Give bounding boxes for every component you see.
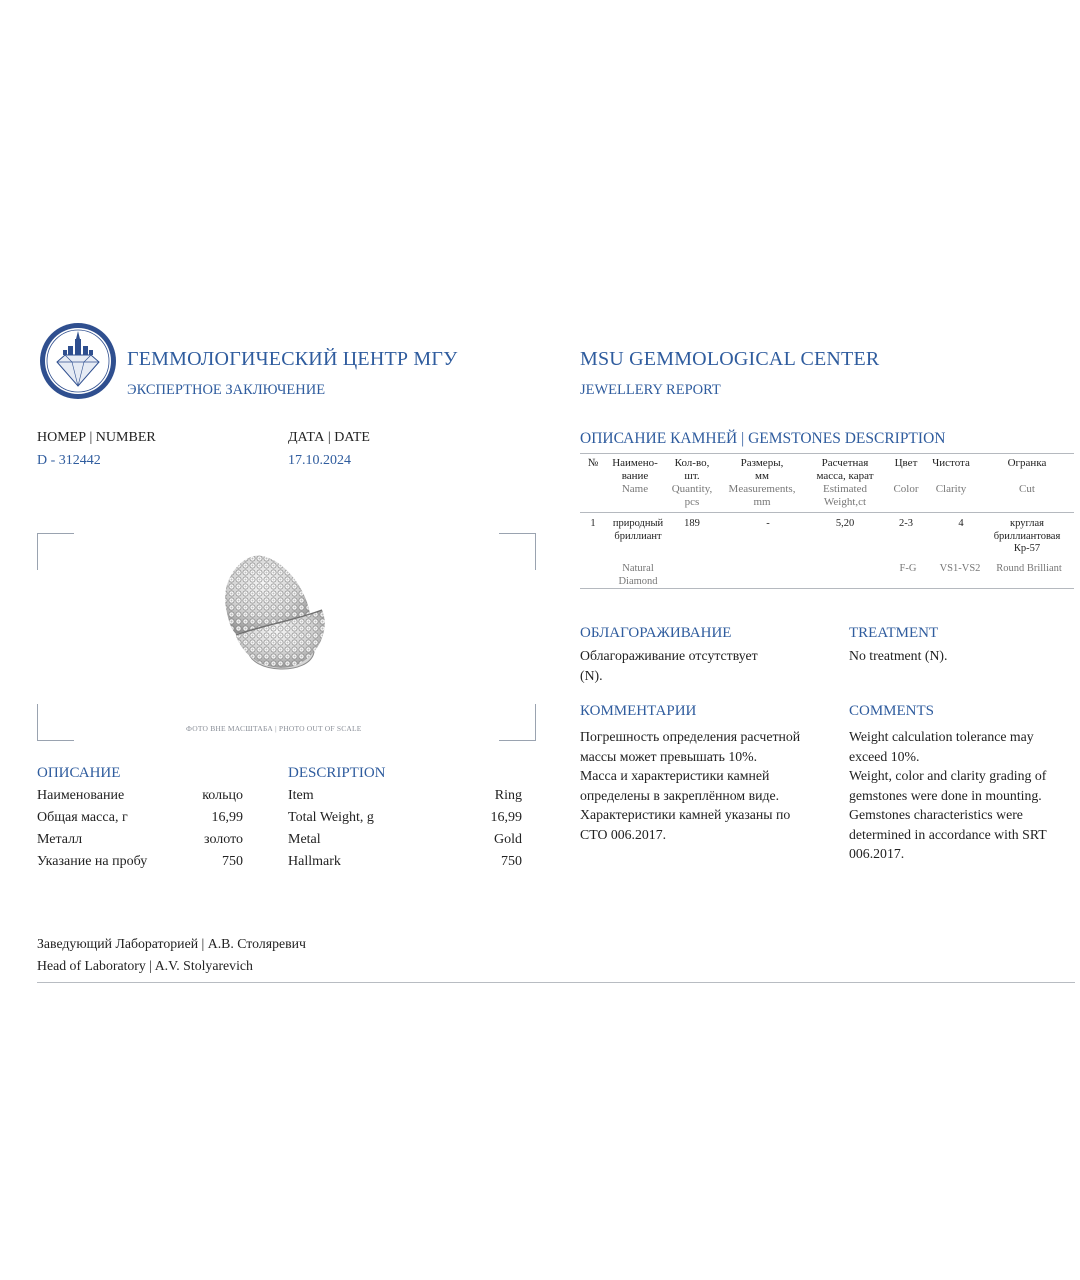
desc-en-label-hallmark: Hallmark bbox=[288, 854, 341, 869]
gem-row-clarity-en: VS1-VS2 bbox=[939, 563, 981, 574]
number-label: НОМЕР | NUMBER bbox=[37, 430, 156, 445]
comments-text-en: Weight calculation tolerance may exceed 10%. Weight, color and clarity grading of gemstones were done in mounting. Gemstones characteristics were determined in accordance with SRT 006.2017. bbox=[849, 729, 1047, 861]
desc-ru-label-weight: Общая масса, г bbox=[37, 810, 128, 825]
desc-ru-value-metal: золото bbox=[204, 832, 243, 847]
gem-row-cut-en: Round Brilliant bbox=[996, 563, 1062, 574]
gem-header-quantity: Кол-во, шт. Quantity, pcs bbox=[671, 457, 713, 508]
date-label: ДАТА | DATE bbox=[288, 430, 370, 445]
photo-frame-corner-br bbox=[499, 704, 536, 741]
comments-heading-en: COMMENTS bbox=[849, 703, 935, 719]
comments-heading-ru: КОММЕНТАРИИ bbox=[580, 703, 697, 719]
comments-text-ru: Погрешность определения расчетной массы может превышать 10%. Масса и характеристики камней определены в закреплённом виде. Характеристики камней указаны по СТО 006.2017. bbox=[580, 729, 801, 842]
description-heading-ru: ОПИСАНИЕ bbox=[37, 765, 121, 781]
photo-frame-corner-tl bbox=[37, 533, 74, 570]
gem-table-header-rule bbox=[580, 512, 1074, 513]
photo-frame-corner-bl bbox=[37, 704, 74, 741]
desc-ru-label-metal: Металл bbox=[37, 832, 83, 847]
gem-header-weight: Расчетная масса, карат Estimated Weight,ct bbox=[816, 457, 874, 508]
treatment-text-en: No treatment (N). bbox=[849, 648, 948, 663]
gem-header-measurements: Размеры, мм Measurements, mm bbox=[728, 457, 796, 508]
signature-ru: Заведующий Лабораторией | А.В. Столяревич bbox=[37, 936, 306, 951]
footer-rule bbox=[37, 982, 1075, 983]
date-value: 17.10.2024 bbox=[288, 453, 351, 468]
photo-scale-caption: ФОТО ВНЕ МАСШТАБА | PHOTO OUT OF SCALE bbox=[186, 724, 362, 733]
gem-row-color-ru: 2-3 bbox=[899, 518, 913, 529]
desc-ru-value-hallmark: 750 bbox=[222, 854, 243, 869]
ru-report-subtitle: ЭКСПЕРТНОЕ ЗАКЛЮЧЕНИЕ bbox=[127, 382, 326, 398]
en-report-subtitle: JEWELLERY REPORT bbox=[580, 382, 721, 398]
gem-header-num: № bbox=[587, 457, 599, 469]
gem-row-measurements: - bbox=[766, 518, 770, 529]
en-center-title: MSU GEMMOLOGICAL CENTER bbox=[580, 348, 880, 370]
desc-ru-value-item: кольцо bbox=[202, 788, 243, 803]
gem-header-cut: Огранка Cut bbox=[1007, 457, 1047, 495]
desc-en-label-metal: Metal bbox=[288, 832, 321, 847]
desc-ru-label-hallmark: Указание на пробу bbox=[37, 854, 148, 869]
gem-header-color: Цвет Color bbox=[893, 457, 919, 495]
ring-photo bbox=[214, 548, 336, 680]
photo-frame-corner-tr bbox=[499, 533, 536, 570]
desc-en-value-weight: 16,99 bbox=[490, 810, 522, 825]
signature-en: Head of Laboratory | A.V. Stolyarevich bbox=[37, 958, 253, 973]
msu-gemmological-seal-icon bbox=[39, 322, 117, 400]
gem-header-clarity: Чистота Clarity bbox=[932, 457, 970, 495]
gem-row-quantity: 189 bbox=[684, 518, 700, 529]
desc-en-value-hallmark: 750 bbox=[501, 854, 522, 869]
gem-row-cut-ru: круглая бриллиантовая Кр-57 bbox=[993, 518, 1061, 554]
gem-header-name: Наимено- вание Name bbox=[612, 457, 658, 495]
desc-ru-label-item: Наименование bbox=[37, 788, 125, 803]
gem-row-name-ru: природный бриллиант bbox=[612, 518, 664, 542]
gem-table-top-rule bbox=[580, 453, 1074, 454]
gem-row-color-en: F-G bbox=[899, 563, 917, 574]
treatment-heading-en: TREATMENT bbox=[849, 625, 939, 641]
desc-en-value-metal: Gold bbox=[494, 832, 522, 847]
desc-en-label-weight: Total Weight, g bbox=[288, 810, 374, 825]
description-heading-en: DESCRIPTION bbox=[288, 765, 386, 781]
treatment-text-ru: Облагораживание отсутствует (N). bbox=[580, 648, 758, 683]
gem-table-bottom-rule bbox=[580, 588, 1074, 589]
number-value: D - 312442 bbox=[37, 453, 101, 468]
desc-en-label-item: Item bbox=[288, 788, 314, 803]
desc-ru-value-weight: 16,99 bbox=[211, 810, 243, 825]
ru-center-title: ГЕММОЛОГИЧЕСКИЙ ЦЕНТР МГУ bbox=[127, 348, 458, 370]
gem-row-weight: 5,20 bbox=[835, 518, 855, 529]
treatment-heading-ru: ОБЛАГОРАЖИВАНИЕ bbox=[580, 625, 732, 641]
desc-en-value-item: Ring bbox=[494, 788, 522, 803]
gemstones-title: ОПИСАНИЕ КАМНЕЙ | GEMSTONES DESCRIPTION bbox=[580, 430, 946, 447]
gem-row-num: 1 bbox=[590, 518, 596, 529]
gem-row-clarity-ru: 4 bbox=[958, 518, 964, 529]
gem-row-name-en: Natural Diamond bbox=[618, 563, 658, 587]
